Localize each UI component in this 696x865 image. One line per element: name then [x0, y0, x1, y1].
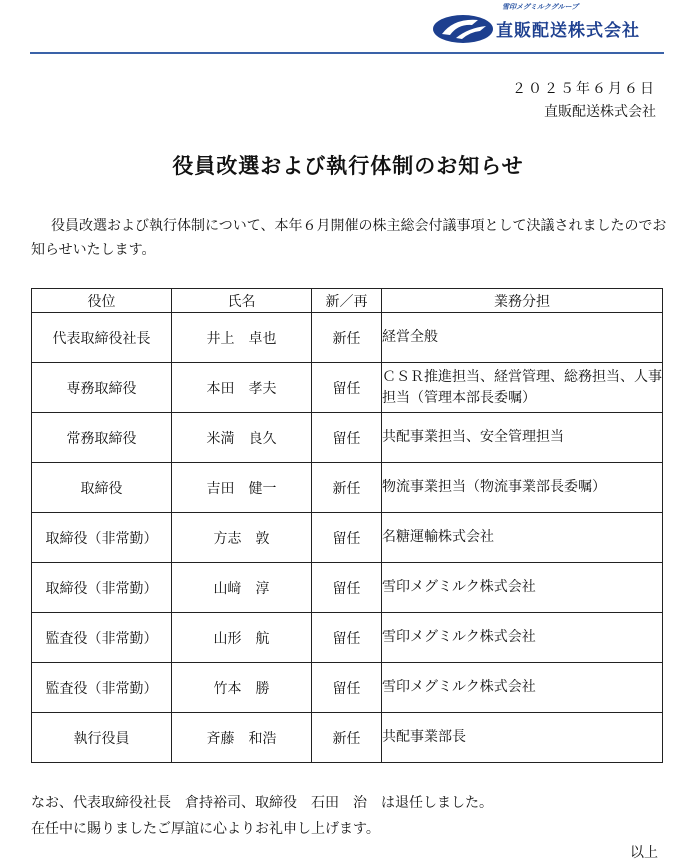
officer-position: 専務取締役: [32, 363, 172, 413]
officer-name: 井上 卓也: [172, 313, 312, 363]
officer-name: 山形 航: [172, 613, 312, 663]
officer-name: 吉田 健一: [172, 463, 312, 513]
officer-position: 取締役: [32, 463, 172, 513]
table-row: [32, 563, 663, 613]
group-label: 雪印メグミルクグループ: [502, 3, 579, 11]
page-title: 役員改選および執行体制のお知らせ: [172, 154, 524, 178]
officer-duties: 雪印メグミルク株式会社: [382, 563, 663, 613]
officer-status: 新任: [312, 713, 382, 763]
retirement-note: なお、代表取締役社長 倉持裕司、取締役 石田 治 は退任しました。: [31, 795, 493, 811]
table-row: [32, 513, 663, 563]
logo-mark-icon: [432, 14, 494, 44]
intro-paragraph: 役員改選および執行体制について、本年６月開催の株主総会付議事項として決議されましたのでお知らせいたします。: [31, 218, 667, 258]
officer-duties: 共配事業担当、安全管理担当: [382, 413, 663, 463]
officer-position: 常務取締役: [32, 413, 172, 463]
officer-name: 方志 敦: [172, 513, 312, 563]
officer-status: 新任: [312, 313, 382, 363]
officer-status: 留任: [312, 563, 382, 613]
officer-duties: ＣＳＲ推進担当、経営管理、総務担当、人事担当（管理本部長委嘱）: [382, 363, 663, 413]
officer-status: 留任: [312, 363, 382, 413]
table-row: [32, 463, 663, 513]
officer-position: 代表取締役社長: [32, 313, 172, 363]
table-row: [32, 613, 663, 663]
officer-name: 斉藤 和浩: [172, 713, 312, 763]
officer-status: 留任: [312, 413, 382, 463]
officers-table: [31, 288, 663, 763]
officer-name: 竹本 勝: [172, 663, 312, 713]
officer-name: 山﨑 淳: [172, 563, 312, 613]
officer-status: 留任: [312, 613, 382, 663]
officer-position: 監査役（非常勤）: [32, 613, 172, 663]
officer-position: 監査役（非常勤）: [32, 663, 172, 713]
table-row: [32, 413, 663, 463]
officer-duties: 共配事業部長: [382, 713, 663, 763]
officer-duties: 雪印メグミルク株式会社: [382, 613, 663, 663]
header-position: 役位: [32, 289, 172, 313]
issuer-name: 直販配送株式会社: [544, 104, 656, 120]
table-row: [32, 313, 663, 363]
officer-name: 本田 孝夫: [172, 363, 312, 413]
closing-mark: 以上: [630, 845, 658, 861]
header-status: 新／再: [312, 289, 382, 313]
officer-duties: 雪印メグミルク株式会社: [382, 663, 663, 713]
officer-status: 留任: [312, 663, 382, 713]
table-row: [32, 713, 663, 763]
thanks-note: 在任中に賜りましたご厚誼に心よりお礼申し上げます。: [31, 821, 380, 837]
officer-position: 執行役員: [32, 713, 172, 763]
officer-name: 米満 良久: [172, 413, 312, 463]
officer-duties: 物流事業担当（物流事業部長委嘱）: [382, 463, 663, 513]
officer-duties: 名糖運輸株式会社: [382, 513, 663, 563]
officer-position: 取締役（非常勤）: [32, 563, 172, 613]
officer-duties: 経営全般: [382, 313, 663, 363]
company-logo-text: 直販配送株式会社: [496, 21, 640, 41]
table-row: [32, 363, 663, 413]
issue-date: ２０２５年６月６日: [512, 81, 656, 97]
letterhead: [30, 0, 664, 54]
officer-status: 新任: [312, 463, 382, 513]
officer-status: 留任: [312, 513, 382, 563]
header-duties: 業務分担: [382, 289, 663, 313]
officer-position: 取締役（非常勤）: [32, 513, 172, 563]
header-name: 氏名: [172, 289, 312, 313]
table-header-row: [32, 289, 663, 313]
company-logo: [432, 2, 646, 46]
table-row: [32, 663, 663, 713]
